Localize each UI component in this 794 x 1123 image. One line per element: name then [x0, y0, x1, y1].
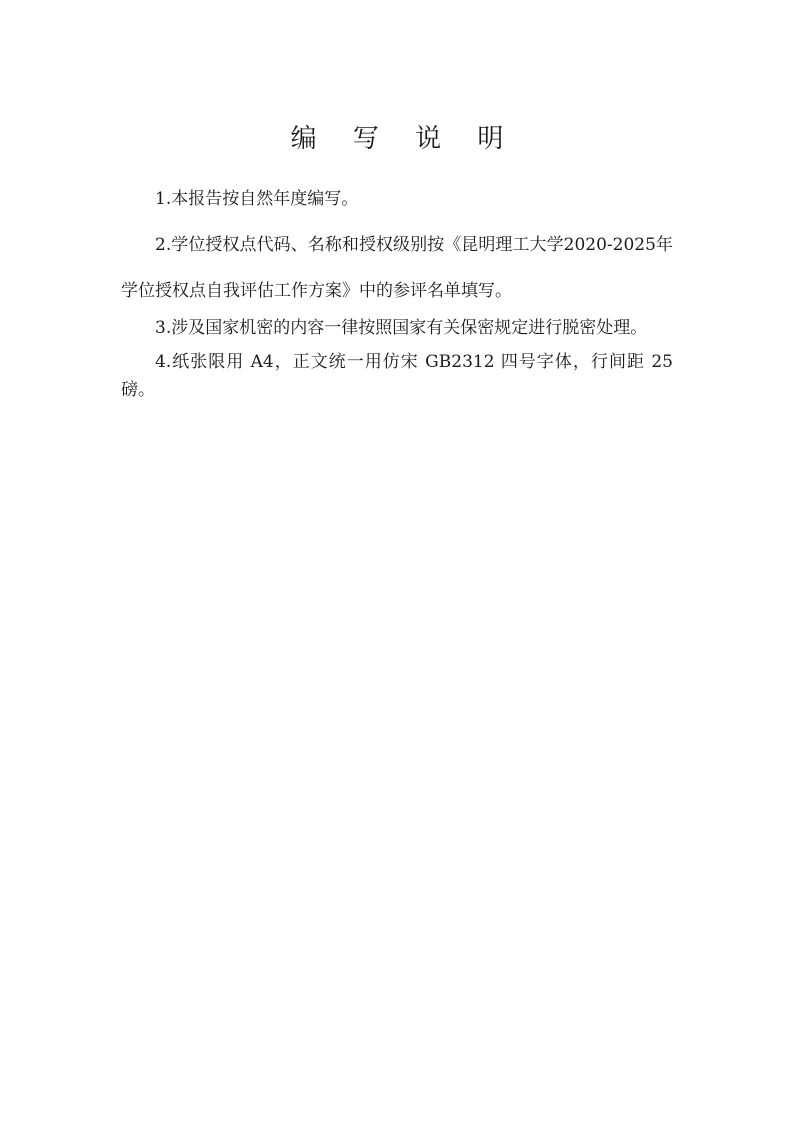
instruction-item-2: 2.学位授权点代码、名称和授权级别按《昆明理工大学2020-2025年学位授权点自我评估工作方案》中的参评名单填写。 — [121, 235, 673, 301]
page-title: 编 写 说 明 — [290, 124, 518, 154]
instructions-body — [121, 186, 673, 404]
instruction-item-3: 3.涉及国家机密的内容一律按照国家有关保密规定进行脱密处理。 — [155, 318, 648, 338]
instruction-item-4: 4.纸张限用 A4，正文统一用仿宋 GB2312 四号字体，行间距 25 磅。 — [121, 352, 673, 400]
instruction-item-1: 1.本报告按自然年度编写。 — [155, 189, 359, 209]
